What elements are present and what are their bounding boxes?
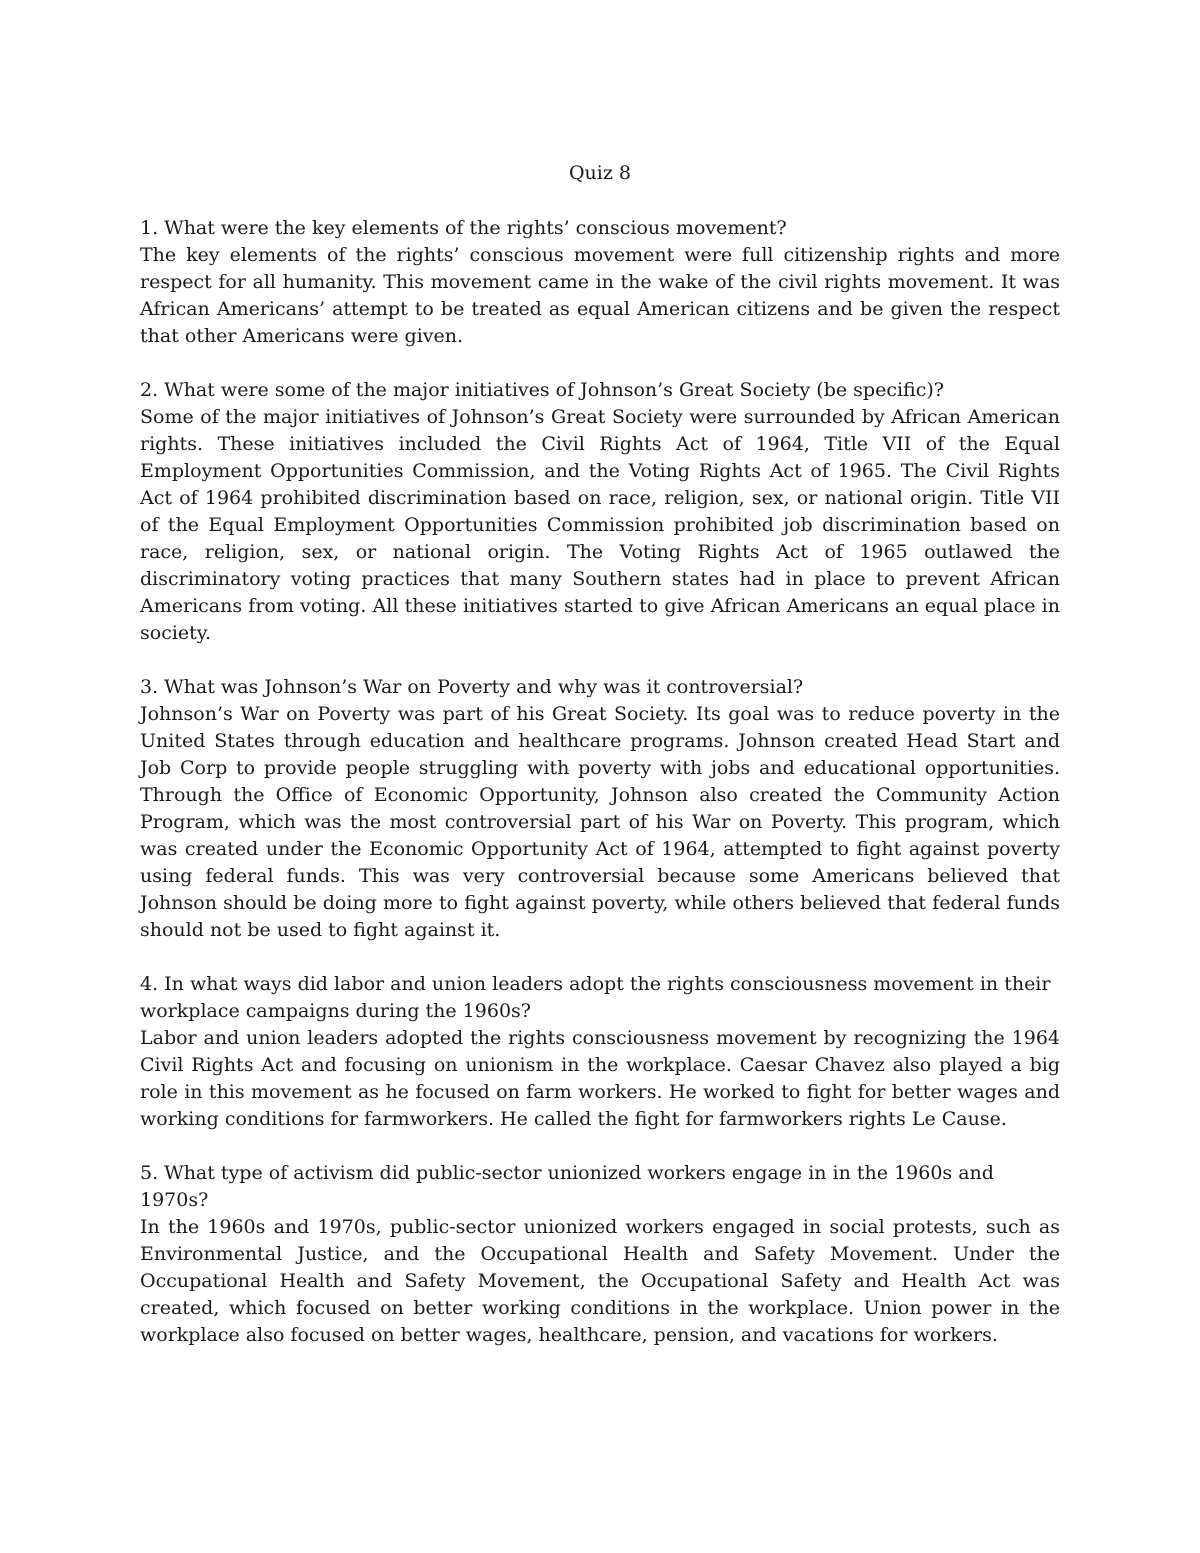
answer-text: The key elements of the rights’ conscious movement were full citizenship rights and more respect for all humanity. This movement came in the wake of the civil rights movement. It was African Americans’ attempt to be treated as equal American citizens and be given the respect that other Americans were given.	[140, 244, 1060, 347]
answer-text: Labor and union leaders adopted the rights consciousness movement by recognizing the 1964 Civil Rights Act and focusing on unionism in the workplace. Caesar Chavez also played a big role in this movement as he focused on farm workers. He worked to fight for better wages and working conditions for farmworkers. He called the fight for farmworkers rights Le Cause.	[140, 1027, 1060, 1130]
question-text: 3. What was Johnson’s War on Poverty and why was it controversial?	[140, 676, 804, 698]
qa-item-4	[140, 971, 1060, 1133]
answer-text: Some of the major initiatives of Johnson’s Great Society were surrounded by African American rights. These initiatives included the Civil Rights Act of 1964, Title VII of the Equal Employment Opportunities Commission, and the Voting Rights Act of 1965. The Civil Rights Act of 1964 prohibited discrimination based on race, religion, sex, or national origin. Title VII of the Equal Employment Opportunities Commission prohibited job discrimination based on race, religion, sex, or national origin. The Voting Rights Act of 1965 outlawed the discriminatory voting practices that many Southern states had in place to prevent African Americans from voting. All these initiatives started to give African Americans an equal place in society.	[140, 406, 1060, 644]
answer-text: Johnson’s War on Poverty was part of his Great Society. Its goal was to reduce poverty in the United States through education and healthcare programs. Johnson created Head Start and Job Corp to provide people struggling with poverty with jobs and educational opportunities. Through the Office of Economic Opportunity, Johnson also created the Community Action Program, which was the most controversial part of his War on Poverty. This program, which was created under the Economic Opportunity Act of 1964, attempted to fight against poverty using federal funds. This was very controversial because some Americans believed that Johnson should be doing more to fight against poverty, while others believed that federal funds should not be used to fight against it.	[140, 703, 1060, 941]
qa-item-1	[140, 215, 1060, 350]
question-text: 5. What type of activism did public-sector unionized workers engage in in the 1960s and 1970s?	[140, 1162, 994, 1211]
page-title: Quiz 8	[568, 162, 632, 184]
question-text: 2. What were some of the major initiatives of Johnson’s Great Society (be specific)?	[140, 379, 944, 401]
qa-item-2	[140, 377, 1060, 647]
question-text: 4. In what ways did labor and union leaders adopt the rights consciousness movement in their workplace campaigns during the 1960s?	[140, 973, 1051, 1022]
qa-item-3	[140, 674, 1060, 944]
question-text: 1. What were the key elements of the rights’ conscious movement?	[140, 217, 787, 239]
document-page	[140, 160, 1060, 1376]
answer-text: In the 1960s and 1970s, public-sector unionized workers engaged in social protests, such as Environmental Justice, and the Occupational Health and Safety Movement. Under the Occupational Health and Safety Movement, the Occupational Safety and Health Act was created, which focused on better working conditions in the workplace. Union power in the workplace also focused on better wages, healthcare, pension, and vacations for workers.	[140, 1216, 1060, 1346]
qa-item-5	[140, 1160, 1060, 1349]
